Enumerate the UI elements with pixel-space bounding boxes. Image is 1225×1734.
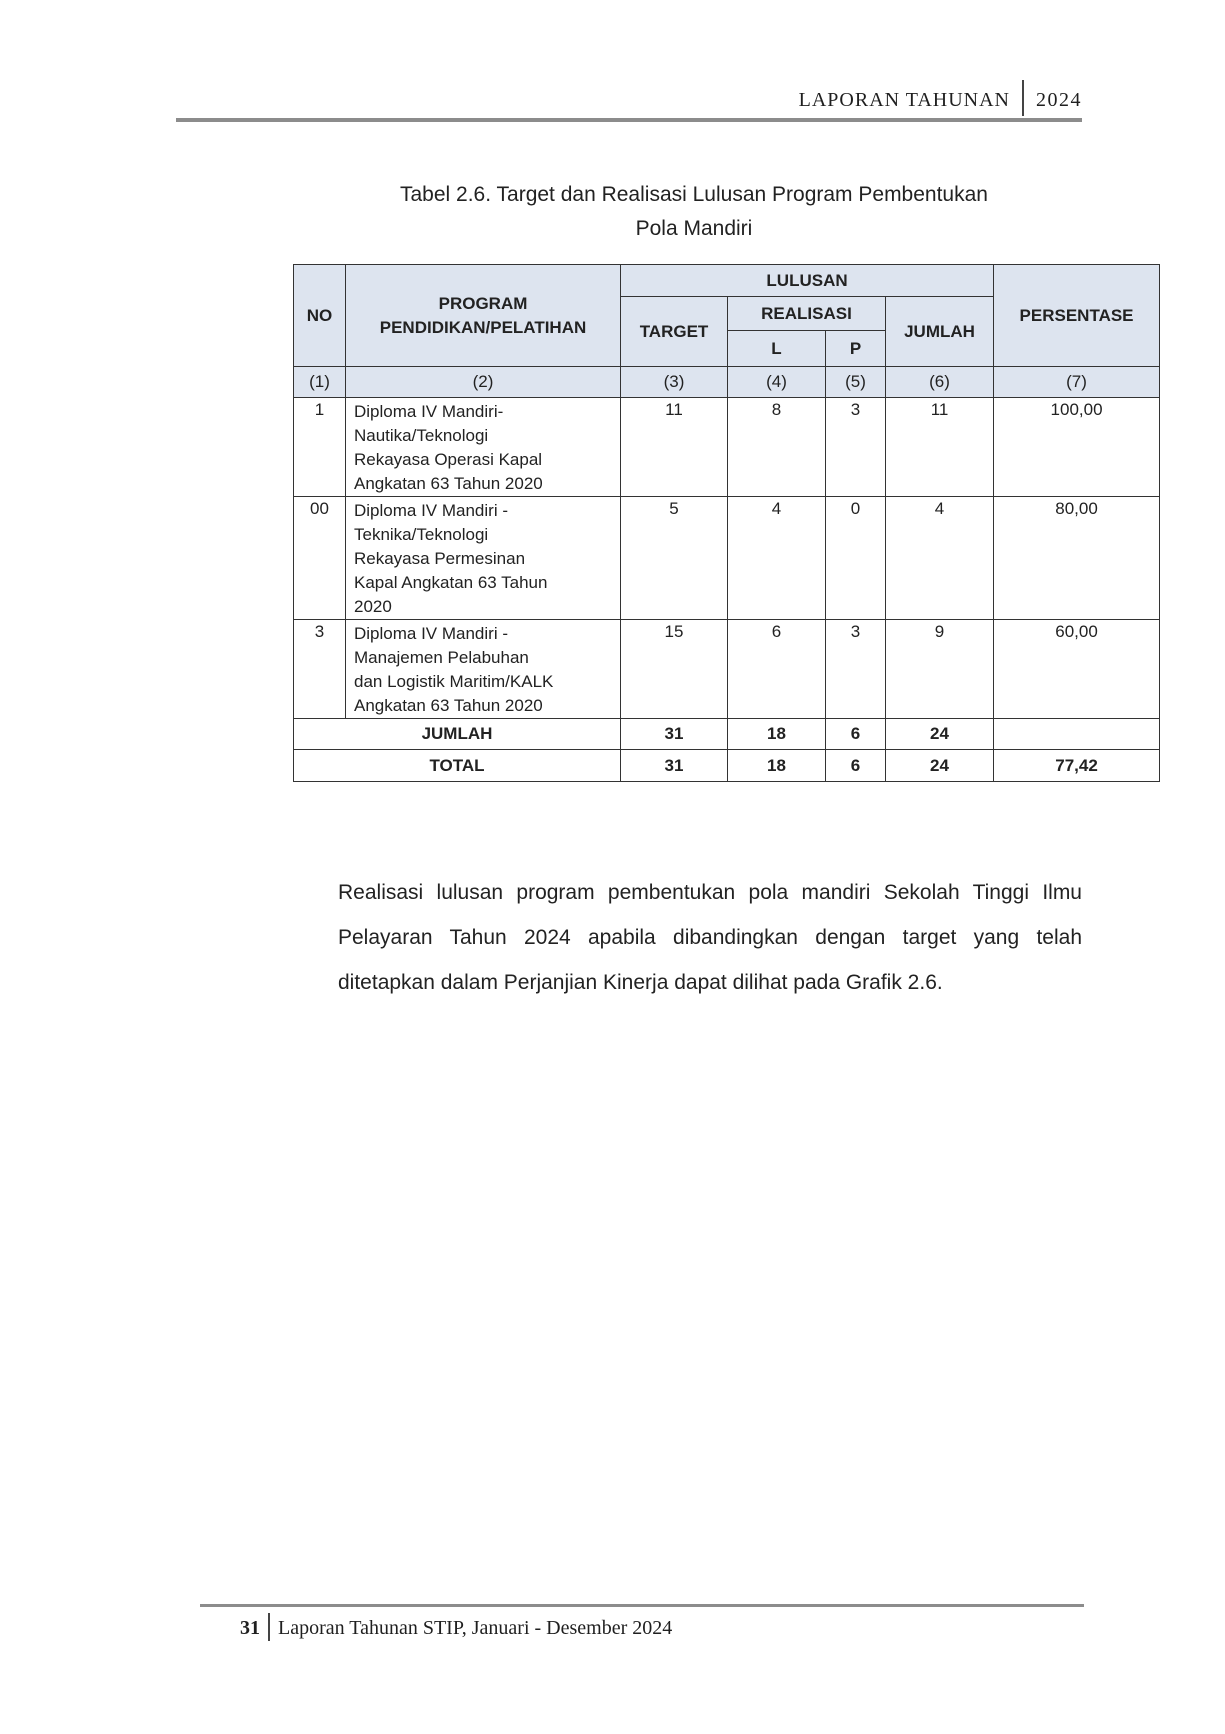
total-target: 31 xyxy=(621,750,728,782)
header-persentase: PERSENTASE xyxy=(994,265,1160,367)
program-line: Angkatan 63 Tahun 2020 xyxy=(354,696,543,715)
row-persentase: 80,00 xyxy=(994,497,1160,620)
total-persentase: 77,42 xyxy=(994,750,1160,782)
row-p: 0 xyxy=(826,497,886,620)
total-label: TOTAL xyxy=(294,750,621,782)
total-p: 6 xyxy=(826,750,886,782)
footer-label: Laporan Tahunan STIP, Januari - Desember 2024 xyxy=(278,1616,673,1639)
column-number: (3) xyxy=(621,367,728,398)
jumlah-row xyxy=(294,719,1160,750)
column-number: (6) xyxy=(886,367,994,398)
caption-line-1: Tabel 2.6. Target dan Realisasi Lulusan Program Pembentukan xyxy=(400,183,988,206)
row-jumlah: 11 xyxy=(886,398,994,497)
program-line: 2020 xyxy=(354,597,392,616)
caption-line-2: Pola Mandiri xyxy=(635,217,753,240)
column-number-row xyxy=(294,367,1160,398)
program-line: Rekayasa Operasi Kapal xyxy=(354,450,543,469)
row-target: 5 xyxy=(621,497,728,620)
program-line: Kapal Angkatan 63 Tahun xyxy=(354,573,548,592)
column-number: (4) xyxy=(728,367,826,398)
row-persentase: 60,00 xyxy=(994,620,1160,719)
graduates-table xyxy=(293,264,1160,782)
header-l: L xyxy=(728,331,826,367)
column-number: (7) xyxy=(994,367,1160,398)
row-no: 3 xyxy=(294,620,346,719)
header-lulusan: LULUSAN xyxy=(621,265,994,297)
header-title: LAPORAN TAHUNAN xyxy=(798,88,1010,111)
program-line: Manajemen Pelabuhan xyxy=(354,648,529,667)
row-no: 00 xyxy=(294,497,346,620)
program-line: Teknika/Teknologi xyxy=(354,525,489,544)
table-row xyxy=(294,497,1160,620)
total-l: 18 xyxy=(728,750,826,782)
jumlah-label: JUMLAH xyxy=(294,719,621,750)
header-realisasi: REALISASI xyxy=(728,297,886,331)
program-line: Angkatan 63 Tahun 2020 xyxy=(354,474,543,493)
row-program xyxy=(346,497,621,620)
column-number: (5) xyxy=(826,367,886,398)
page-number: 31 xyxy=(240,1616,260,1639)
jumlah-p: 6 xyxy=(826,719,886,750)
header-text xyxy=(799,84,1082,116)
footer-rule xyxy=(200,1604,1084,1607)
jumlah-persentase xyxy=(994,719,1160,750)
body-paragraph: Realisasi lulusan program pembentukan pola mandiri Sekolah Tinggi Ilmu Pelayaran Tahun 2024 apabila dibandingkan dengan target yang telah ditetapkan dalam Perjanjian Kinerja dapat dilihat pada Grafik 2.6. xyxy=(338,881,1082,994)
header-jumlah: JUMLAH xyxy=(886,297,994,367)
header-year: 2024 xyxy=(1036,88,1082,111)
header-target: TARGET xyxy=(621,297,728,367)
program-line: Diploma IV Mandiri - xyxy=(354,501,508,520)
row-jumlah: 9 xyxy=(886,620,994,719)
page-header xyxy=(176,78,1082,120)
jumlah-l: 18 xyxy=(728,719,826,750)
program-line: Diploma IV Mandiri - xyxy=(354,624,508,643)
program-line: Rekayasa Permesinan xyxy=(354,549,526,568)
table-row xyxy=(294,398,1160,497)
total-jumlah: 24 xyxy=(886,750,994,782)
page-footer xyxy=(200,1604,1084,1641)
row-l: 4 xyxy=(728,497,826,620)
program-line: dan Logistik Maritim/KALK xyxy=(354,672,554,691)
table-row xyxy=(294,620,1160,719)
header-rule xyxy=(176,118,1082,122)
row-program xyxy=(346,398,621,497)
row-p: 3 xyxy=(826,398,886,497)
column-number: (2) xyxy=(346,367,621,398)
row-no: 1 xyxy=(294,398,346,497)
row-l: 8 xyxy=(728,398,826,497)
program-line: Nautika/Teknologi xyxy=(354,426,489,445)
jumlah-target: 31 xyxy=(621,719,728,750)
row-l: 6 xyxy=(728,620,826,719)
row-persentase: 100,00 xyxy=(994,398,1160,497)
jumlah-jumlah: 24 xyxy=(886,719,994,750)
footer-text xyxy=(200,1615,1084,1641)
header-p: P xyxy=(826,331,886,367)
row-target: 11 xyxy=(621,398,728,497)
program-line: Diploma IV Mandiri- xyxy=(354,402,504,421)
header-program: PROGRAM PENDIDIKAN/PELATIHAN xyxy=(346,265,621,367)
total-row xyxy=(294,750,1160,782)
row-p: 3 xyxy=(826,620,886,719)
table-caption xyxy=(294,178,1094,246)
header-no: NO xyxy=(294,265,346,367)
row-jumlah: 4 xyxy=(886,497,994,620)
row-target: 15 xyxy=(621,620,728,719)
column-number: (1) xyxy=(294,367,346,398)
row-program xyxy=(346,620,621,719)
